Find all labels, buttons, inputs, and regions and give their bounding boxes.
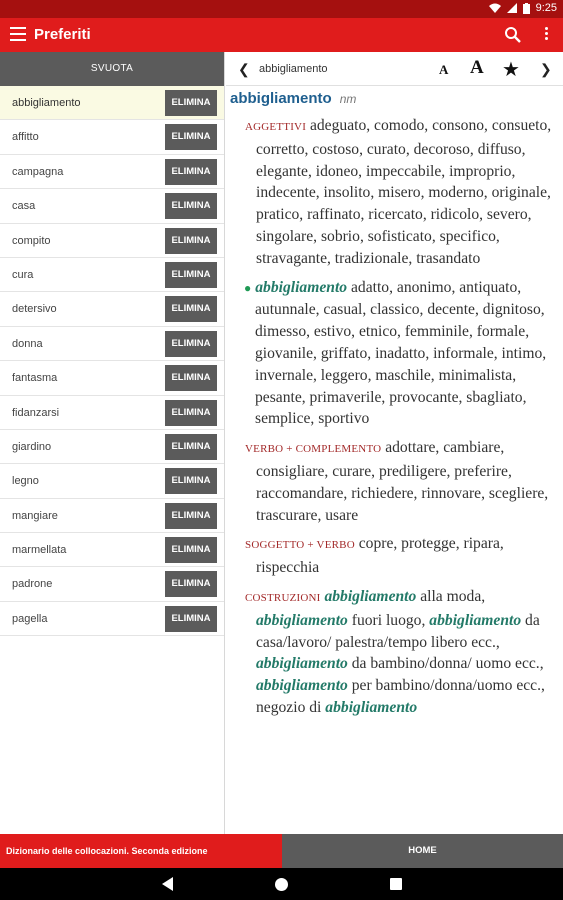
favorite-item[interactable] — [0, 86, 224, 120]
favorite-item[interactable] — [0, 464, 224, 498]
entry-headword: abbigliamento — [230, 90, 332, 107]
dictionary-entry — [226, 86, 563, 719]
entry-pos: nm — [339, 92, 357, 106]
favorite-word[interactable]: marmellata — [12, 544, 67, 557]
favorites-list — [0, 86, 224, 636]
delete-favorite-button[interactable]: ELIMINA — [165, 468, 217, 494]
keyword: abbigliamento — [256, 677, 348, 695]
font-increase-button[interactable]: A — [470, 57, 484, 78]
overflow-menu-icon[interactable] — [540, 26, 552, 44]
favorite-word[interactable]: cura — [12, 268, 34, 281]
delete-favorite-button[interactable]: ELIMINA — [165, 365, 217, 391]
favorite-item[interactable] — [0, 189, 224, 223]
favorite-word[interactable]: donna — [12, 337, 43, 350]
system-nav-bar — [0, 868, 563, 900]
favorite-item[interactable] — [0, 327, 224, 361]
favorite-word[interactable]: compito — [12, 234, 51, 247]
favorite-word[interactable]: abbigliamento — [12, 97, 81, 109]
back-icon[interactable]: ❮ — [238, 61, 250, 77]
bottom-bar — [0, 834, 563, 868]
favorite-word[interactable]: padrone — [12, 578, 53, 591]
favorite-item[interactable] — [0, 499, 224, 533]
favorite-item[interactable] — [0, 224, 224, 258]
favorite-item[interactable] — [0, 120, 224, 154]
delete-favorite-button[interactable]: ELIMINA — [165, 503, 217, 529]
status-bar — [0, 0, 563, 18]
keyword: abbigliamento — [324, 587, 417, 605]
favorite-word[interactable]: campagna — [12, 165, 64, 178]
nav-recents-icon[interactable] — [390, 878, 402, 890]
delete-favorite-button[interactable]: ELIMINA — [165, 228, 217, 254]
collocation-text: adottare, cambiare, consigliare, curare, prediligere, preferire, raccomandare, richiedere, rinnovare, scegliere, trascurare, usare — [256, 439, 549, 524]
delete-favorite-button[interactable]: ELIMINA — [165, 400, 217, 426]
nav-home-icon[interactable] — [275, 878, 288, 891]
delete-favorite-button[interactable]: ELIMINA — [165, 296, 217, 322]
favorite-word[interactable]: affitto — [12, 131, 39, 144]
favorite-word[interactable]: detersivo — [12, 303, 57, 316]
keyword: abbigliamento — [256, 611, 348, 629]
keyword: abbigliamento — [429, 611, 522, 629]
page-title: Preferiti — [34, 26, 91, 43]
collocation-text: alla moda, — [420, 587, 486, 605]
favorite-word[interactable]: pagella — [12, 612, 48, 625]
status-time: 9:25 — [535, 2, 557, 14]
favorite-word[interactable]: casa — [12, 200, 36, 213]
battery-icon — [523, 3, 530, 14]
favorite-word[interactable]: legno — [12, 475, 39, 488]
clear-favorites-button[interactable]: SVUOTA — [0, 52, 224, 86]
collocation-subject-verb — [245, 533, 559, 579]
home-button[interactable]: HOME — [282, 834, 563, 868]
bullet-icon: ● — [244, 280, 252, 295]
favorite-item[interactable] — [0, 430, 224, 464]
collocation-adjectives — [245, 115, 559, 270]
keyword: abbigliamento — [256, 655, 348, 673]
delete-favorite-button[interactable]: ELIMINA — [165, 159, 217, 185]
favorite-item[interactable] — [0, 567, 224, 601]
collocation-verb-complement — [245, 437, 559, 526]
collocation-text: per bambino/donna/uomo ecc., negozio di — [256, 677, 545, 716]
favorite-item[interactable] — [0, 533, 224, 567]
forward-icon[interactable]: ❯ — [540, 61, 552, 77]
font-decrease-button[interactable]: A — [439, 62, 449, 77]
section-label: AGGETTIVI — [245, 121, 307, 133]
collocation-adjectives-sub — [244, 277, 559, 431]
delete-favorite-button[interactable]: ELIMINA — [165, 571, 217, 597]
dictionary-credit: Dizionario delle collocazioni. Seconda edizione — [0, 834, 282, 868]
favorite-item[interactable] — [0, 292, 224, 326]
delete-favorite-button[interactable]: ELIMINA — [165, 262, 217, 288]
star-icon[interactable]: ★ — [502, 59, 520, 81]
favorite-item[interactable] — [0, 155, 224, 189]
status-icons — [489, 2, 557, 14]
collocation-text: adeguato, comodo, consono, consueto, corretto, costoso, curato, decoroso, diffuso, elegante, idoneo, impeccabile, improprio, indecente, insolito, misero, moderno, originale, pratico, raffinato, ricercato, ridicolo, severo, singolare, sobrio, sofisticato, specifico, stravagante, tradizionale, trasandato — [256, 117, 552, 267]
menu-icon[interactable] — [10, 27, 26, 43]
keyword: abbigliamento — [325, 698, 418, 716]
entry-toolbar — [226, 52, 563, 86]
delete-favorite-button[interactable]: ELIMINA — [165, 90, 217, 116]
favorite-word[interactable]: fidanzarsi — [12, 406, 60, 419]
wifi-icon — [489, 3, 501, 13]
delete-favorite-button[interactable]: ELIMINA — [165, 434, 217, 460]
delete-favorite-button[interactable]: ELIMINA — [165, 537, 217, 563]
favorites-pane — [0, 52, 225, 834]
entry-breadcrumb: abbigliamento — [259, 63, 328, 75]
collocation-text: adatto, anonimo, antiquato, autunnale, casual, classico, decente, dignitoso, dimesso, estivo, etnico, femminile, formale, giovanile, griffato, inadatto, informale, intimo, invernale, leggero, maschile, minimalista, pesante, primaverile, provocante, sbagliato, semplice, sportivo — [255, 278, 547, 428]
entry-pane — [226, 52, 563, 834]
nav-back-icon[interactable] — [162, 877, 173, 891]
favorite-item[interactable] — [0, 396, 224, 430]
favorite-item[interactable] — [0, 258, 224, 292]
favorite-word[interactable]: mangiare — [12, 509, 58, 522]
section-label: COSTRUZIONI — [245, 591, 321, 604]
collocation-text: da casa/lavoro/ palestra/tempo libero ecc., — [256, 611, 540, 651]
delete-favorite-button[interactable]: ELIMINA — [165, 606, 217, 632]
favorite-item[interactable] — [0, 361, 224, 395]
delete-favorite-button[interactable]: ELIMINA — [165, 124, 217, 150]
delete-favorite-button[interactable]: ELIMINA — [165, 331, 217, 357]
collocation-text: fuori luogo, — [351, 611, 426, 629]
delete-favorite-button[interactable]: ELIMINA — [165, 193, 217, 219]
favorite-word[interactable]: giardino — [12, 440, 52, 453]
favorite-item[interactable] — [0, 602, 224, 636]
section-label: VERBO + COMPLEMENTO — [245, 443, 382, 456]
favorite-word[interactable]: fantasma — [12, 372, 58, 385]
collocation-text: da bambino/donna/ uomo ecc., — [351, 655, 544, 673]
section-label: SOGGETTO + VERBO — [245, 539, 355, 552]
app-bar — [0, 18, 563, 52]
keyword: abbigliamento — [255, 278, 348, 296]
search-icon[interactable] — [504, 26, 522, 44]
collocation-constructions — [245, 586, 559, 719]
collocation-text: copre, protegge, ripara, rispecchia — [256, 535, 504, 577]
signal-icon — [507, 3, 517, 13]
